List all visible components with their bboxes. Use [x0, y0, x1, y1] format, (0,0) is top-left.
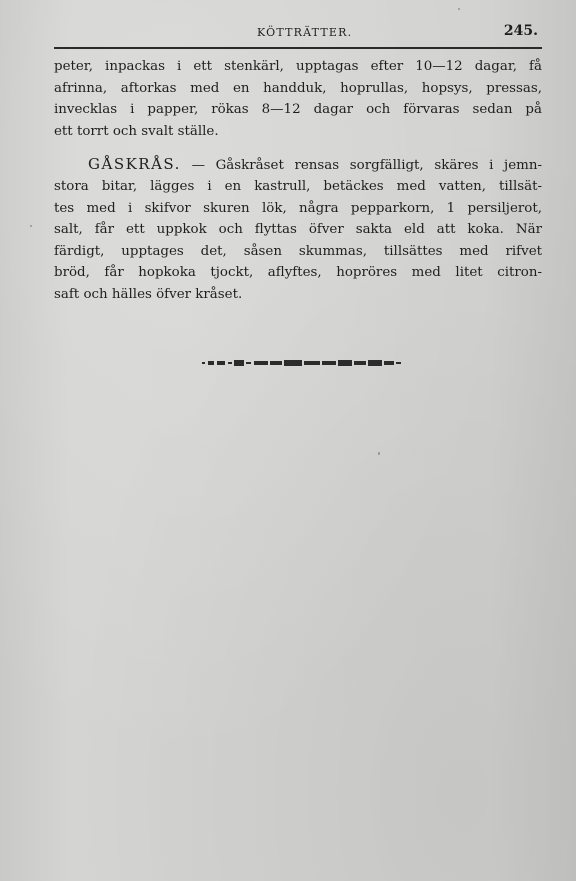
text-line — [54, 154, 542, 176]
page-number: 245. — [503, 23, 538, 39]
text-line: bröd, får hopkoka tjockt, aflyftes, hopröres med litet citron- — [54, 265, 542, 281]
paragraph-gaskras — [54, 154, 542, 305]
text-line: färdigt, upptages det, såsen skummas, tillsättes med rifvet — [54, 243, 542, 259]
paper-speck — [30, 225, 32, 227]
paper-speck — [458, 8, 460, 10]
page-header — [52, 22, 542, 44]
header-rule — [54, 47, 542, 49]
body-text — [54, 56, 542, 306]
text-line: ett torrt och svalt ställe. — [54, 123, 219, 139]
text-line: stora bitar, lägges i en kastrull, betäckes med vatten, tillsät- — [54, 178, 542, 194]
text-line: saft och hälles öfver kråset. — [54, 286, 243, 302]
text-line: afrinna, aftorkas med en handduk, hoprullas, hopsys, pressas, — [54, 80, 542, 96]
text-line: peter, inpackas i ett stenkärl, upptagas efter 10—12 dagar, få — [54, 59, 542, 74]
text-line: salt, får ett uppkok och flyttas öfver sakta eld att koka. När — [54, 222, 542, 238]
text-line: invecklas i papper, rökas 8—12 dagar och förvaras sedan på — [54, 102, 542, 118]
running-title: KÖTTRÄTTER. — [257, 26, 353, 39]
recipe-heading: GÅSKRÅS. — [88, 155, 181, 174]
text-line: tes med i skifvor skuren lök, några pepparkorn, 1 persiljerot, — [54, 200, 542, 216]
paragraph-continued — [54, 56, 542, 142]
paper-speck — [378, 452, 380, 455]
text-fragment: — Gåskråset rensas sorgfälligt, skäres i jemn- — [191, 158, 542, 174]
section-ornament — [202, 359, 402, 367]
